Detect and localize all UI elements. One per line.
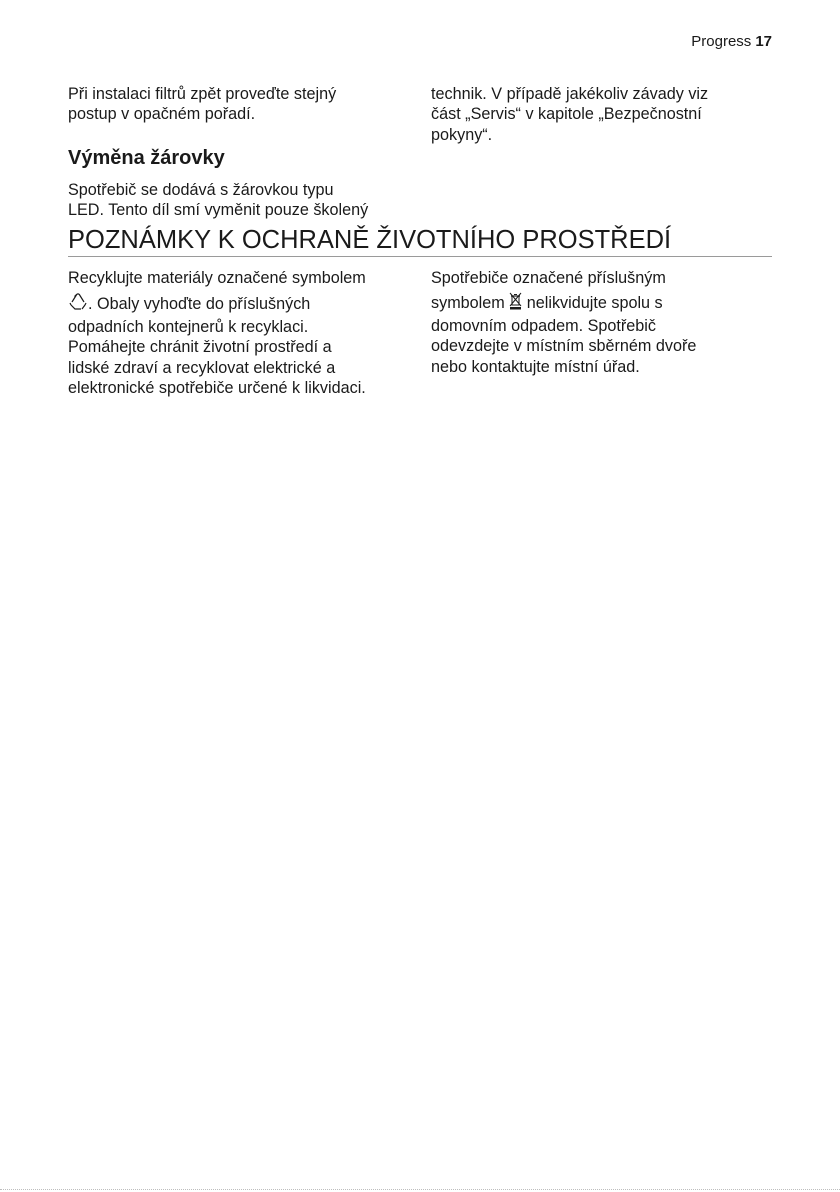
- text-line: [68, 292, 413, 316]
- bulb-replacement-heading: Výměna žárovky: [68, 146, 225, 169]
- environment-section-heading: POZNÁMKY K OCHRANĚ ŽIVOTNÍHO PROSTŘEDÍ: [68, 225, 772, 257]
- text-line: postup v opačném pořadí.: [68, 105, 256, 124]
- text-line: Pomáhejte chránit životní prostředí a: [68, 338, 332, 357]
- text-line: odevzdejte v místním sběrném dvoře: [431, 337, 697, 356]
- text-line: LED. Tento díl smí vyměnit pouze školený: [68, 201, 369, 220]
- text-line: technik. V případě jakékoliv závady viz: [431, 85, 709, 103]
- weee-paragraph: [431, 268, 776, 377]
- bottom-right-column: [431, 268, 776, 377]
- weee-line-suffix: nelikvidujte spolu s: [522, 294, 663, 313]
- text-line: Při instalaci filtrů zpět proveďte stejný: [68, 85, 337, 103]
- bulb-paragraph-continued: [431, 84, 776, 145]
- brand-name: Progress: [691, 33, 752, 50]
- bulb-paragraph: [68, 180, 413, 221]
- page-bottom-divider: [0, 1189, 840, 1190]
- text-line: lidské zdraví a recyklovat elektrické a: [68, 358, 336, 377]
- top-right-column: [431, 84, 776, 145]
- text-line: nebo kontaktujte místní úřad.: [431, 357, 640, 376]
- text-line: pokyny“.: [431, 125, 493, 144]
- text-line: elektronické spotřebiče určené k likvidaci.: [68, 379, 366, 398]
- bottom-left-column: [68, 268, 413, 398]
- text-line: Recyklujte materiály označené symbolem: [68, 269, 366, 287]
- page-header: [691, 33, 772, 50]
- text-line: domovním odpadem. Spotřebič: [431, 316, 656, 335]
- recycling-paragraph: [68, 268, 413, 398]
- crossed-bin-icon: [509, 292, 522, 315]
- top-left-column: [68, 84, 413, 221]
- recycle-icon: [68, 292, 88, 316]
- recycling-line-suffix: . Obaly vyhoďte do příslušných: [88, 295, 311, 314]
- text-line: Spotřebiče označené příslušným: [431, 269, 666, 287]
- text-line: odpadních kontejnerů k recyklaci.: [68, 317, 309, 336]
- text-line: Spotřebič se dodává s žárovkou typu: [68, 180, 334, 199]
- text-line: [431, 292, 776, 315]
- text-line: část „Servis“ v kapitole „Bezpečnostní: [431, 105, 702, 124]
- page-number: 17: [755, 33, 772, 50]
- filter-reinstall-paragraph: [68, 84, 413, 125]
- weee-line-prefix: symbolem: [431, 294, 510, 313]
